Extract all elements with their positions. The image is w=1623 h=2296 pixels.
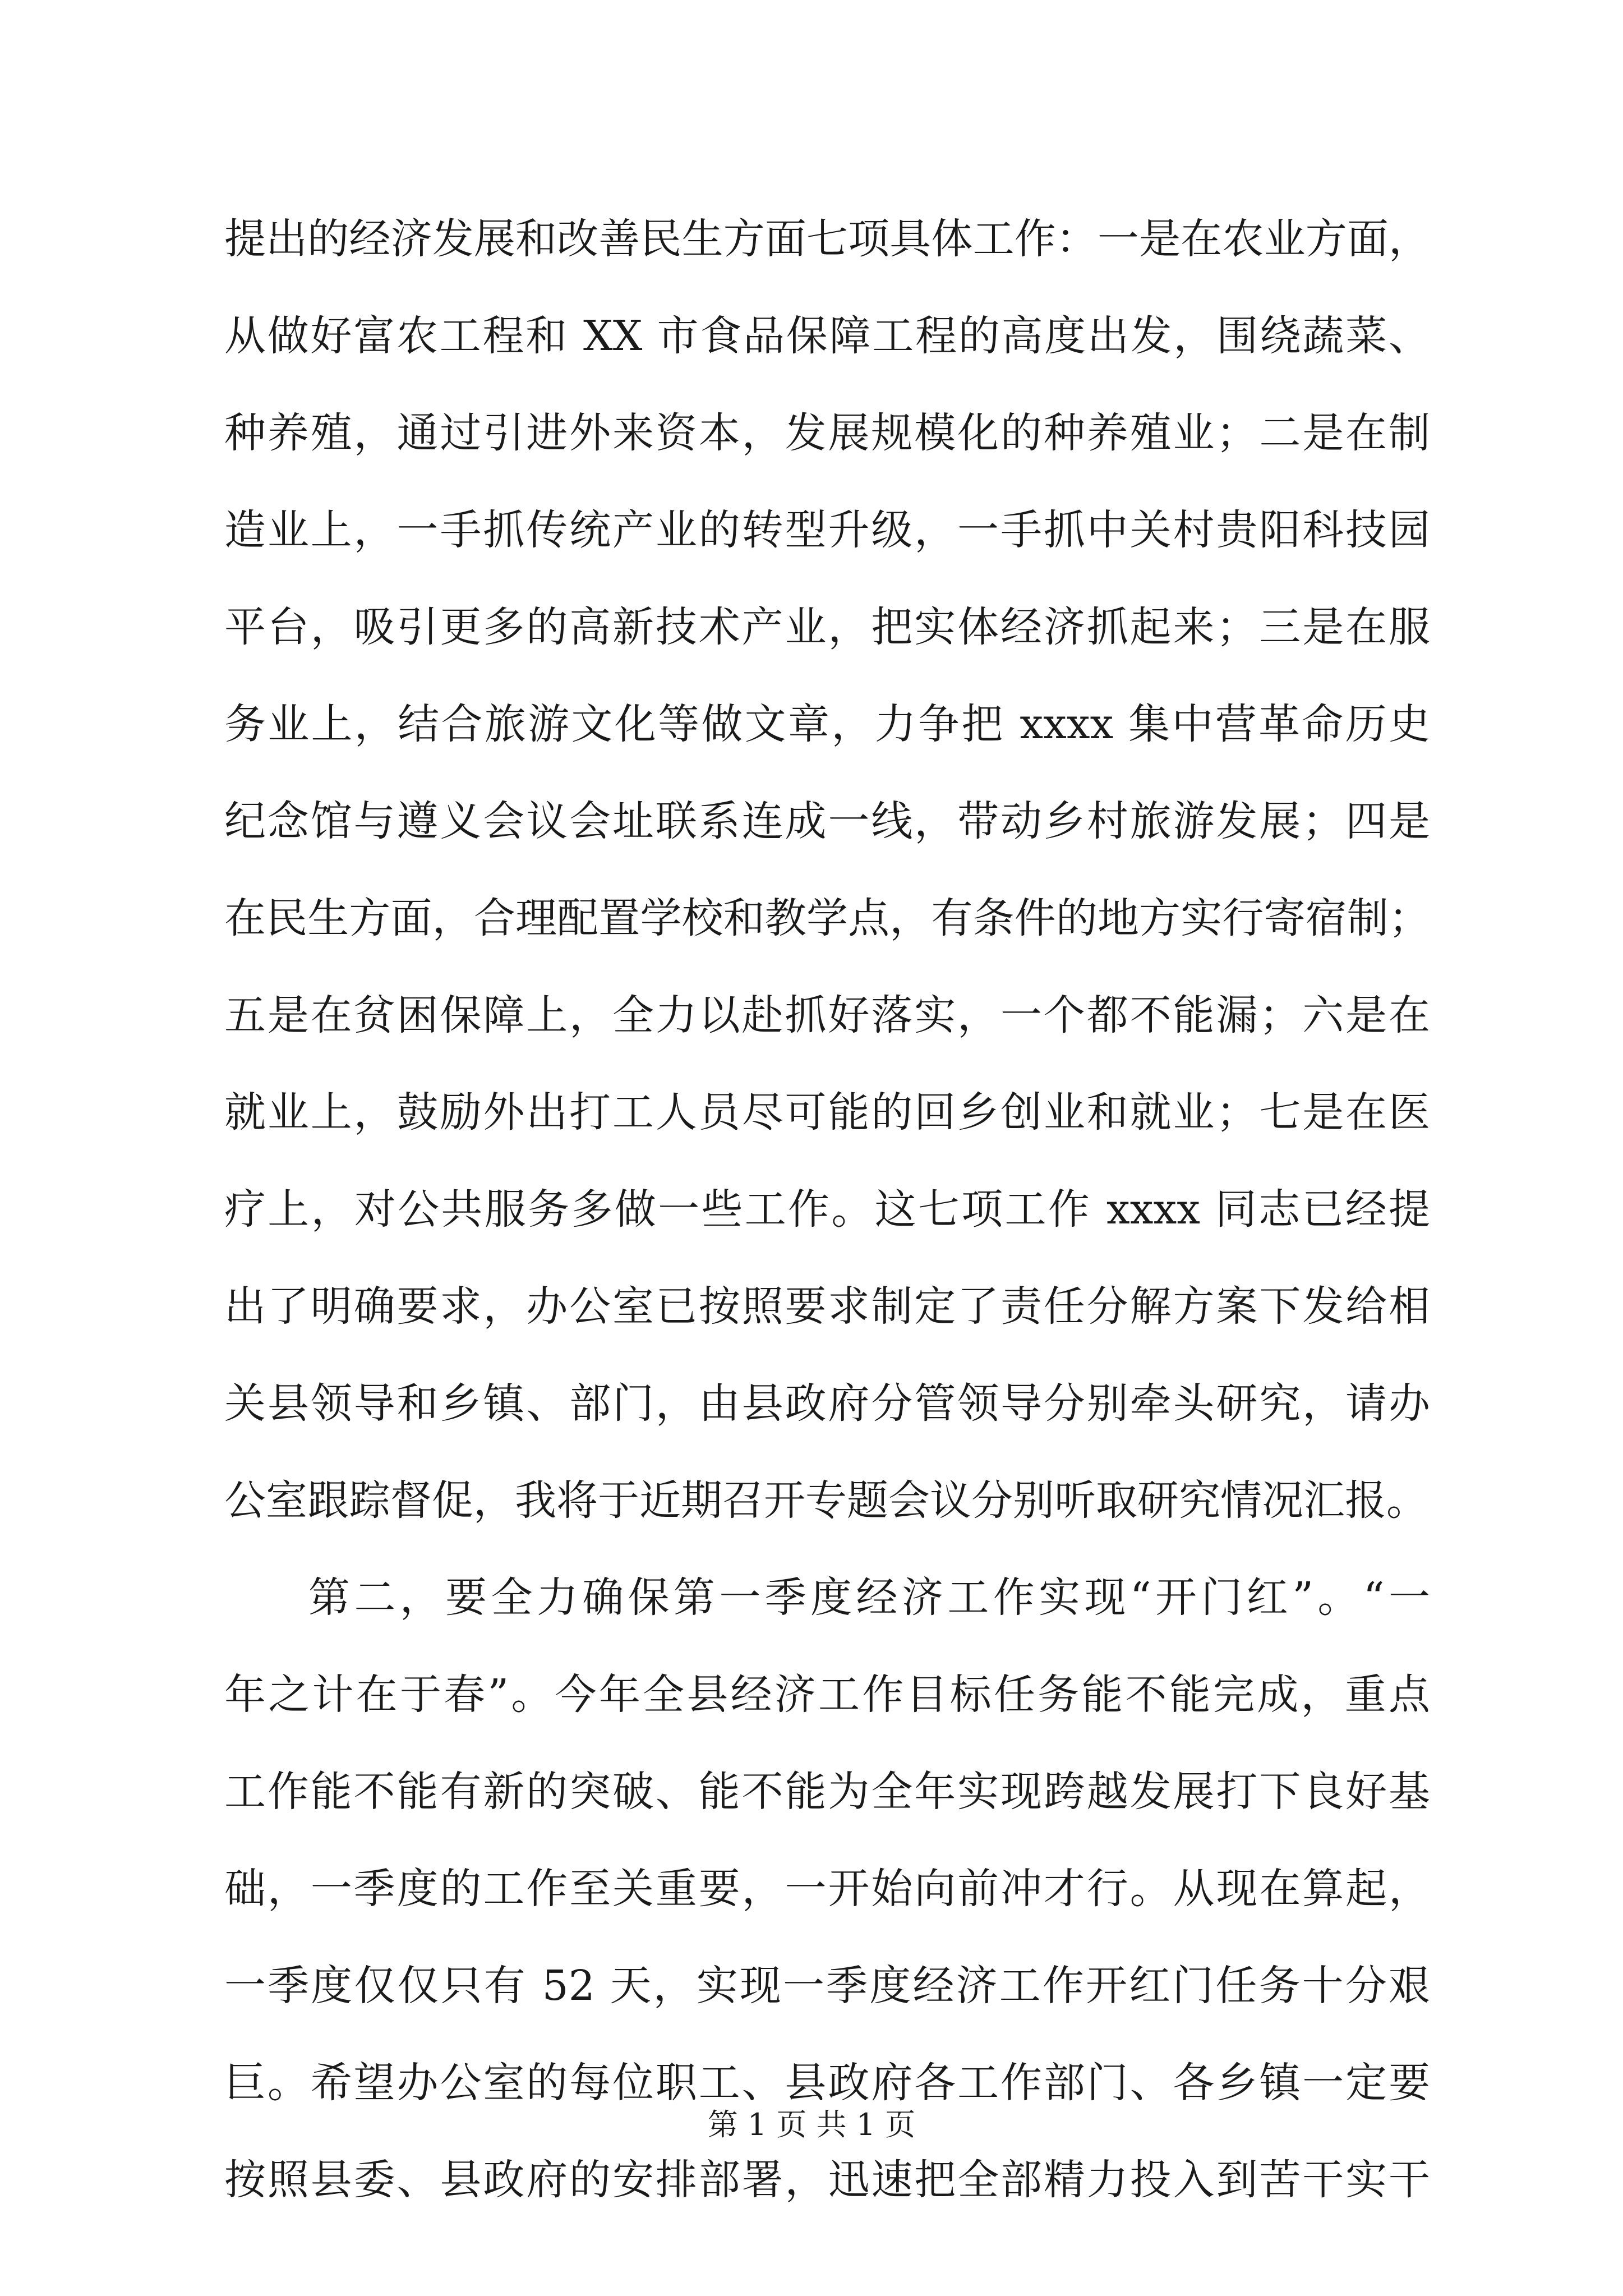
text-line: 纪念馆与遵义会议会址联系连成一线，带动乡村旅游发展；四是 — [224, 797, 1430, 845]
text-line: 关县领导和乡镇、部门，由县政府分管领导分别牵头研究，请办 — [224, 1379, 1430, 1428]
text-line: 在民生方面，合理配置学校和教学点，有条件的地方实行寄宿制； — [224, 894, 1430, 942]
text-line: 就业上，鼓励外出打工人员尽可能的回乡创业和就业；七是在医 — [224, 1088, 1430, 1137]
text-line: 按照县委、县政府的安排部署，迅速把全部精力投入到苦干实干 — [224, 2156, 1430, 2204]
text-line: 础，一季度的工作至关重要，一开始向前冲才行。从现在算起， — [224, 1865, 1430, 1913]
text-line: 工作能不能有新的突破、能不能为全年实现跨越发展打下良好基 — [224, 1768, 1430, 1816]
page-number: 第 1 页 共 1 页 — [707, 2107, 916, 2142]
text-line: 五是在贫困保障上，全力以赴抓好落实，一个都不能漏；六是在 — [224, 991, 1430, 1039]
text-line: 出了明确要求，办公室已按照要求制定了责任分解方案下发给相 — [224, 1282, 1430, 1331]
text-line: 平台，吸引更多的高新技术产业，把实体经济抓起来；三是在服 — [224, 603, 1430, 651]
paragraph-1 — [224, 191, 1430, 1549]
text-line: 疗上，对公共服务多做一些工作。这七项工作 xxxx 同志已经提 — [224, 1185, 1430, 1234]
text-line: 公室跟踪督促，我将于近期召开专题会议分别听取研究情况汇报。 — [224, 1476, 1428, 1525]
document-body — [224, 191, 1430, 2229]
text-line: 年之计在于春”。今年全县经济工作目标任务能不能完成，重点 — [224, 1671, 1430, 1719]
text-line: 提出的经济发展和改善民生方面七项具体工作：一是在农业方面， — [224, 215, 1430, 263]
text-line: 从做好富农工程和 XX 市食品保障工程的高度出发，围绕蔬菜、 — [224, 312, 1430, 360]
text-line: 一季度仅仅只有 52 天，实现一季度经济工作开红门任务十分艰 — [224, 1962, 1430, 2010]
text-line: 种养殖，通过引进外来资本，发展规模化的种养殖业；二是在制 — [224, 409, 1430, 457]
text-line: 第二，要全力确保第一季度经济工作实现“开门红”。“一 — [308, 1573, 1430, 1622]
page-footer — [0, 2101, 1623, 2144]
text-line: 巨。希望办公室的每位职工、县政府各工作部门、各乡镇一定要 — [224, 2059, 1430, 2107]
text-line: 务业上，结合旅游文化等做文章，力争把 xxxx 集中营革命历史 — [224, 700, 1430, 748]
text-line: 造业上，一手抓传统产业的转型升级，一手抓中关村贵阳科技园 — [224, 506, 1430, 554]
